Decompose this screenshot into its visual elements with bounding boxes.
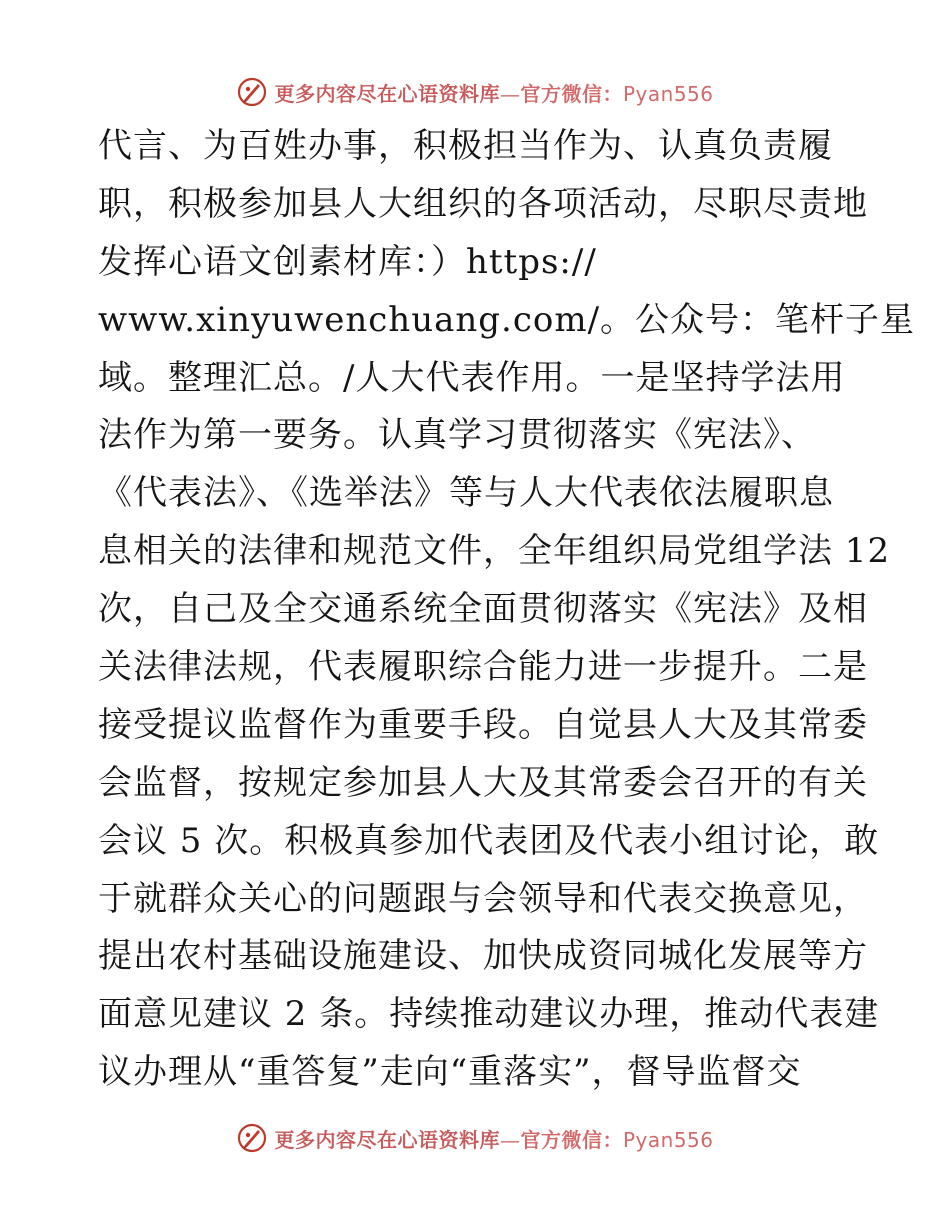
body-line: 域。整理汇总。/人大代表作用。一是坚持学法用: [98, 357, 846, 398]
header-banner-dash: —: [499, 81, 521, 106]
body-line: 议办理从“重答复”走向“重落实”，督导监督交: [98, 1052, 802, 1093]
body-line: www.xinyuwenchuang.com/。公众号：笔杆子星: [98, 299, 916, 340]
header-banner-official: 官方微信：: [520, 81, 623, 106]
body-line: 会议 5 次。积极真参加代表团及代表小组讨论，敢: [98, 820, 880, 861]
header-banner-id: Pyan556: [622, 81, 714, 106]
footer-banner-id: Pyan556: [622, 1127, 714, 1152]
quill-pen-logo-icon: [236, 76, 268, 108]
body-line: 职，积极参加县人大组织的各项活动，尽职尽责地: [98, 183, 868, 224]
header-banner-text: [274, 78, 713, 107]
body-line: 次，自己及全交通系统全面贯彻落实《宪法》及相: [98, 589, 868, 630]
body-text: [98, 118, 916, 1102]
footer-banner-text: [274, 1124, 713, 1153]
body-line: 《代表法》、《选举法》等与人大代表依法履职息: [98, 473, 834, 514]
body-line: 接受提议监督作为重要手段。自觉县人大及其常委: [98, 704, 868, 745]
footer-banner-dash: —: [499, 1127, 521, 1152]
body-line: 会监督，按规定参加县人大及其常委会召开的有关: [98, 762, 868, 803]
body-line: 代言、为百姓办事，积极担当作为、认真负责履: [98, 126, 833, 166]
footer-banner: [0, 1118, 950, 1158]
body-line: 面意见建议 2 条。持续推动建议办理，推动代表建: [98, 994, 880, 1035]
body-line: 息相关的法律和规范文件，全年组织局党组学法 12: [98, 531, 891, 572]
body-line: 于就群众关心的问题跟与会领导和代表交换意见，: [98, 878, 868, 919]
body-line: 法作为第一要务。认真学习贯彻落实《宪法》、: [98, 415, 816, 456]
body-line: 提出农村基础设施建设、加快成资同城化发展等方: [98, 936, 868, 977]
footer-banner-main: 更多内容尽在心语资料库: [274, 1127, 500, 1152]
body-line: 发挥心语文创素材库：）https://: [98, 241, 597, 282]
header-banner-main: 更多内容尽在心语资料库: [274, 81, 500, 106]
quill-pen-logo-icon: [236, 1122, 268, 1154]
footer-banner-official: 官方微信：: [520, 1127, 623, 1152]
body-line: 关法律法规，代表履职综合能力进一步提升。二是: [98, 647, 868, 688]
header-banner: [0, 72, 950, 112]
